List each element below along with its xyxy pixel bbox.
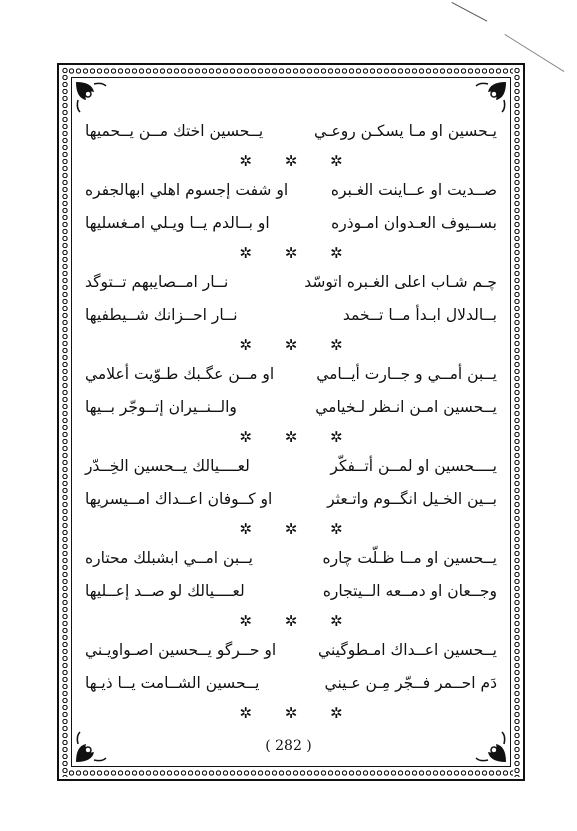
chain-border-bottom	[61, 769, 521, 777]
hemistich-left: او شفت إجسوم اهلي ابهالجفره	[85, 181, 289, 199]
couplet	[85, 266, 497, 299]
couplet	[85, 575, 497, 608]
hemistich-right: يــــحسين او لمــن أتــفكّر	[330, 457, 497, 475]
star-divider: ✲ ✲ ✲	[239, 428, 357, 446]
hemistich-left: او بــالدم يــا ويـلي امـغسليها	[85, 214, 270, 232]
couplet	[85, 174, 497, 207]
hemistich-left: نــار امــصايبهم تــتوگد	[85, 273, 229, 291]
star-divider: ✲ ✲ ✲	[239, 336, 357, 354]
hemistich-right: يــبن أمــي و جــارت أيــامي	[316, 365, 497, 383]
scan-artifact-line	[452, 2, 488, 22]
corner-ornament-icon	[74, 80, 108, 114]
hemistich-left: او كــوفان اعــداك امــيسريها	[85, 490, 273, 508]
hemistich-right: وجــعان او دمــعه الــيتجاره	[322, 582, 497, 600]
couplet	[85, 391, 497, 424]
chain-border-top	[61, 67, 521, 75]
star-divider: ✲ ✲ ✲	[239, 244, 357, 262]
star-divider: ✲ ✲ ✲	[239, 520, 357, 538]
hemistich-left: لعــــيالك لو صــد إعــليها	[85, 582, 245, 600]
hemistich-right: يــحسين امـن انـظر لـخيامي	[315, 398, 497, 416]
star-divider: ✲ ✲ ✲	[239, 152, 357, 170]
star-divider: ✲ ✲ ✲	[239, 612, 357, 630]
couplet	[85, 207, 497, 240]
couplet	[85, 450, 497, 483]
couplet	[85, 358, 497, 391]
hemistich-right: يــحسين اعــداك امـطوگيني	[318, 641, 497, 659]
chain-border-left	[61, 67, 69, 777]
hemistich-right: يـحسين او مـا يسكـن روعـي	[314, 122, 497, 140]
hemistich-left: والــنــيران إتــوجّر بــيها	[85, 398, 237, 416]
hemistich-right: يــحسين او مــا ظـلّت چاره	[322, 549, 497, 567]
hemistich-left: يــبن امــي ابشبلك محتاره	[85, 549, 253, 567]
couplet	[85, 299, 497, 332]
hemistich-left: او حــرگو يــحسين اصـواويـني	[85, 641, 277, 659]
couplet	[85, 115, 497, 148]
couplet	[85, 634, 497, 667]
hemistich-left: يــحسين الشــامت يــا ذيـها	[85, 674, 260, 692]
couplet	[85, 667, 497, 700]
poem-body	[85, 115, 497, 726]
couplet	[85, 483, 497, 516]
hemistich-right: صــديت او عــاينت الغـبره	[330, 181, 497, 199]
star-divider: ✲ ✲ ✲	[239, 704, 357, 722]
hemistich-right: چـم شـاب اعلى الغـبره اتوسّد	[304, 273, 497, 291]
hemistich-left: او مــن عگـبك طـوّيت أعلامي	[85, 365, 275, 383]
corner-ornament-icon	[474, 80, 508, 114]
hemistich-left: يــحسين اختك مــن يــحميها	[85, 122, 264, 140]
hemistich-right: بســيوف العـدوان امـوذره	[331, 214, 497, 232]
chain-border-right	[513, 67, 521, 777]
couplet	[85, 542, 497, 575]
hemistich-right: دَم احــمر فــجّر مِـن عـيني	[324, 674, 497, 692]
hemistich-left: نــار احــزانك شــيطفيها	[85, 306, 238, 324]
page-number: ( 282 )	[265, 738, 312, 754]
hemistich-right: بــين الخـيل انگــوم واتـعثر	[327, 490, 497, 508]
hemistich-right: بــالدلال ابـدأ مــا تــخمد	[342, 306, 497, 324]
hemistich-left: لعــــيالك يــحسين الخِــدّر	[85, 457, 250, 475]
